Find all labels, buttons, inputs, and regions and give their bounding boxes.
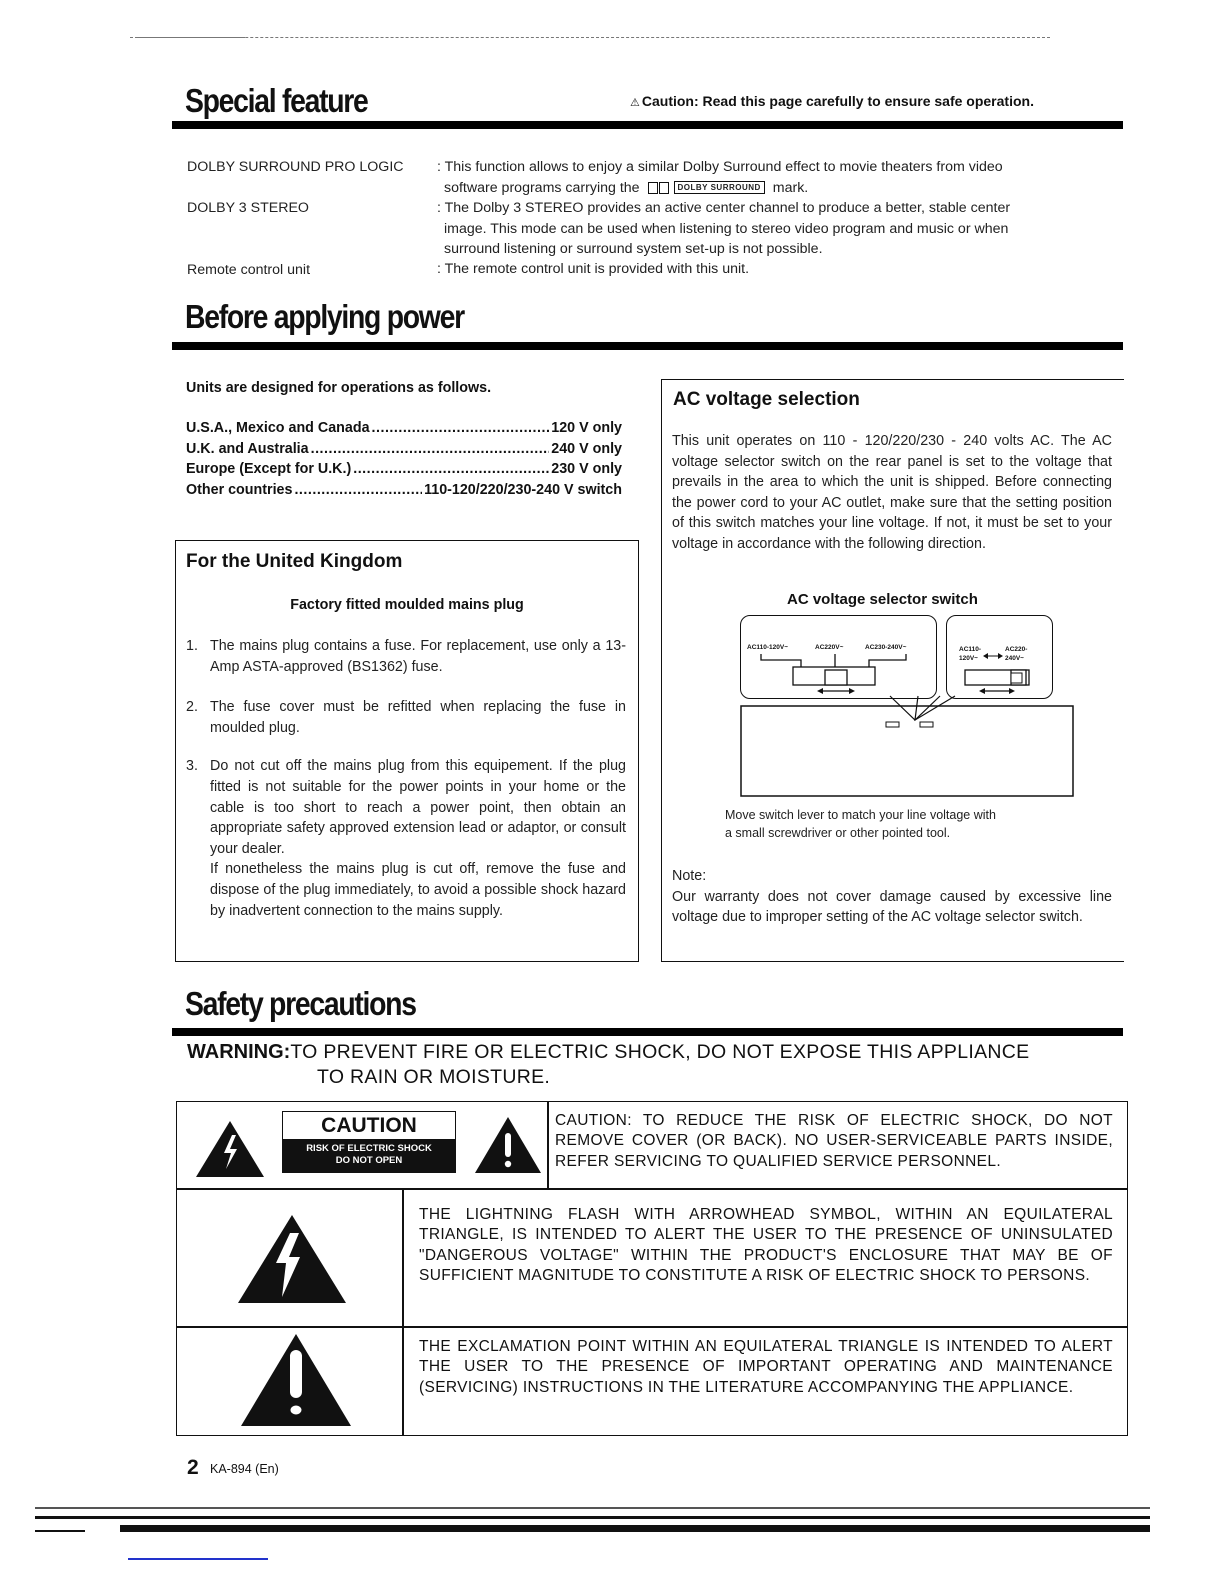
table-divider <box>402 1188 404 1435</box>
units-row: U.K. and Australia ..... 240 V only <box>186 441 622 457</box>
special-feature-heading: Special feature <box>185 82 368 119</box>
warning-text: WARNING:TO PREVENT FIRE OR ELECTRIC SHOCK, DO NOT EXPOSE THIS APPLIANCE TO RAIN OR MOISTURE. <box>187 1041 1030 1088</box>
list-item: 1. The mains plug contains a fuse. For replacement, use only a 13-Amp ASTA-approved (BS1362) fuse. <box>186 638 626 675</box>
table-divider <box>547 1101 549 1189</box>
caution-note: ⚠ Caution: Read this page carefully to ensure safe operation. <box>630 93 1034 109</box>
ac-note: Note: Our warranty does not cover damage caused by excessive line voltage due to improper setting of the AC voltage selector switch. <box>672 868 1112 926</box>
three-position-switch-icon <box>741 652 936 698</box>
uk-list <box>186 636 626 921</box>
list-item: 3. Do not cut off the mains plug from this equipement. If the plug fitted is not suitable for the power points in your home or the cable is too short to reach a power point, then obtain an appropriate safety approved extension lead or adaptor, or consult your dealer. If nonetheless the mains plug is cut off, remove the fuse and dispose of the plug immediately, to avoid a possible shock hazard by inadvertent connection to the mains supply. <box>186 758 626 919</box>
feature-desc: : The Dolby 3 STEREO provides an active center channel to produce a better, stable center image. This mode can be used when listening to stereo video program and music or when surround listening or surround system set-up is not possible. <box>437 200 1011 257</box>
caution-label: CAUTION RISK OF ELECTRIC SHOCK DO NOT OPEN <box>282 1111 456 1173</box>
ac-body: This unit operates on 110 - 120/220/230 - 240 volts AC. The AC voltage selector switch on the rear panel is set to the voltage that prevails in the area to which the unit is shipped. Before connecting the power cord to your AC outlet, make sure that the setting position of this switch matches your line voltage. If not, it must be set to your voltage in accordance with the following direction. <box>672 433 1112 552</box>
lightning-symbol-text: THE LIGHTNING FLASH WITH ARROWHEAD SYMBOL, WITHIN AN EQUILATERAL TRIANGLE, IS INTENDED TO ALERT THE USER TO THE PRESENCE OF UNINSULATED "DANGEROUS VOLTAGE" WITHIN THE PRODUCT'S ENCLOSURE THAT MAY BE OF SUFFICIENT MAGNITUDE TO CONSTITUTE A RISK OF ELECTRIC SHOCK TO PERSONS. <box>419 1206 1113 1284</box>
model-number: KA-894 (En) <box>210 1462 279 1476</box>
switch-callout-right: AC110- 120V~ AC220- 240V~ <box>946 615 1053 699</box>
section-rule <box>172 1028 1123 1036</box>
table-divider <box>176 1326 1128 1328</box>
lightning-warning-icon <box>196 1121 264 1177</box>
dolby-double-d-logo-icon <box>648 180 670 196</box>
units-row: Other countries ..... 110-120/220/230-240 V switch <box>186 482 622 498</box>
caution-text: CAUTION: TO REDUCE THE RISK OF ELECTRIC SHOCK, DO NOT REMOVE COVER (OR BACK). NO USER-SERVICEABLE PARTS INSIDE, REFER SERVICING TO QUALIFIED SERVICE PERSONNEL. <box>555 1112 1113 1170</box>
feature-label: DOLBY 3 STEREO <box>187 200 309 216</box>
lightning-warning-icon <box>238 1215 346 1303</box>
uk-box <box>175 540 639 962</box>
page-number: 2 <box>187 1456 199 1479</box>
exclamation-symbol-text: THE EXCLAMATION POINT WITHIN AN EQUILATERAL TRIANGLE IS INTENDED TO ALERT THE USER TO THE PRESENCE OF IMPORTANT OPERATING AND MAINTENANCE (SERVICING) INSTRUCTIONS IN THE LITERATURE ACCOMPANYING THE APPLIANCE. <box>419 1338 1113 1396</box>
scan-dashed-line <box>130 37 1050 38</box>
exclamation-warning-icon <box>241 1334 351 1426</box>
feature-label: DOLBY SURROUND PRO LOGIC <box>187 159 404 175</box>
units-row: Europe (Except for U.K.) ..... 230 V only <box>186 461 622 477</box>
scan-edge-line <box>35 1516 1150 1519</box>
two-position-switch-icon <box>947 616 1052 698</box>
scan-edge-line <box>35 1507 1150 1509</box>
scan-line <box>135 37 245 38</box>
scan-edge-line <box>35 1530 85 1532</box>
safety-heading: Safety precautions <box>185 985 416 1022</box>
units-row: U.S.A., Mexico and Canada ..... 120 V only <box>186 420 622 436</box>
section-rule <box>172 342 1123 350</box>
table-divider <box>176 1188 1128 1190</box>
section-rule <box>172 121 1123 129</box>
uk-title: For the United Kingdom <box>186 551 403 572</box>
blue-underline <box>128 1558 268 1560</box>
diagram-title: AC voltage selector switch <box>787 591 978 608</box>
scan-edge-bar <box>120 1525 1150 1532</box>
units-title: Units are designed for operations as follows. <box>186 380 492 396</box>
feature-label: Remote control unit <box>187 262 311 278</box>
diagram-caption: Move switch lever to match your line voltage with a small screwdriver or other pointed tool. <box>725 808 996 840</box>
ac-title: AC voltage selection <box>673 389 860 410</box>
caution-triangle-icon: ⚠ <box>630 97 640 109</box>
list-item: 2. The fuse cover must be refitted when replacing the fuse in moulded plug. <box>186 699 626 736</box>
rear-panel-diagram <box>740 695 1080 805</box>
before-power-heading: Before applying power <box>185 298 464 335</box>
feature-desc: : The remote control unit is provided with this unit. <box>437 261 750 277</box>
switch-callout-left: AC110-120V~ AC220V~ AC230-240V~ <box>740 615 937 699</box>
dolby-surround-mark: DOLBY SURROUND <box>674 181 765 194</box>
exclamation-warning-icon <box>475 1117 541 1173</box>
feature-desc: : This function allows to enjoy a similar Dolby Surround effect to movie theaters from video software programs carrying the DOLBY SURROUND mark. <box>437 159 1003 196</box>
uk-subtitle: Factory fitted moulded mains plug <box>290 597 524 613</box>
